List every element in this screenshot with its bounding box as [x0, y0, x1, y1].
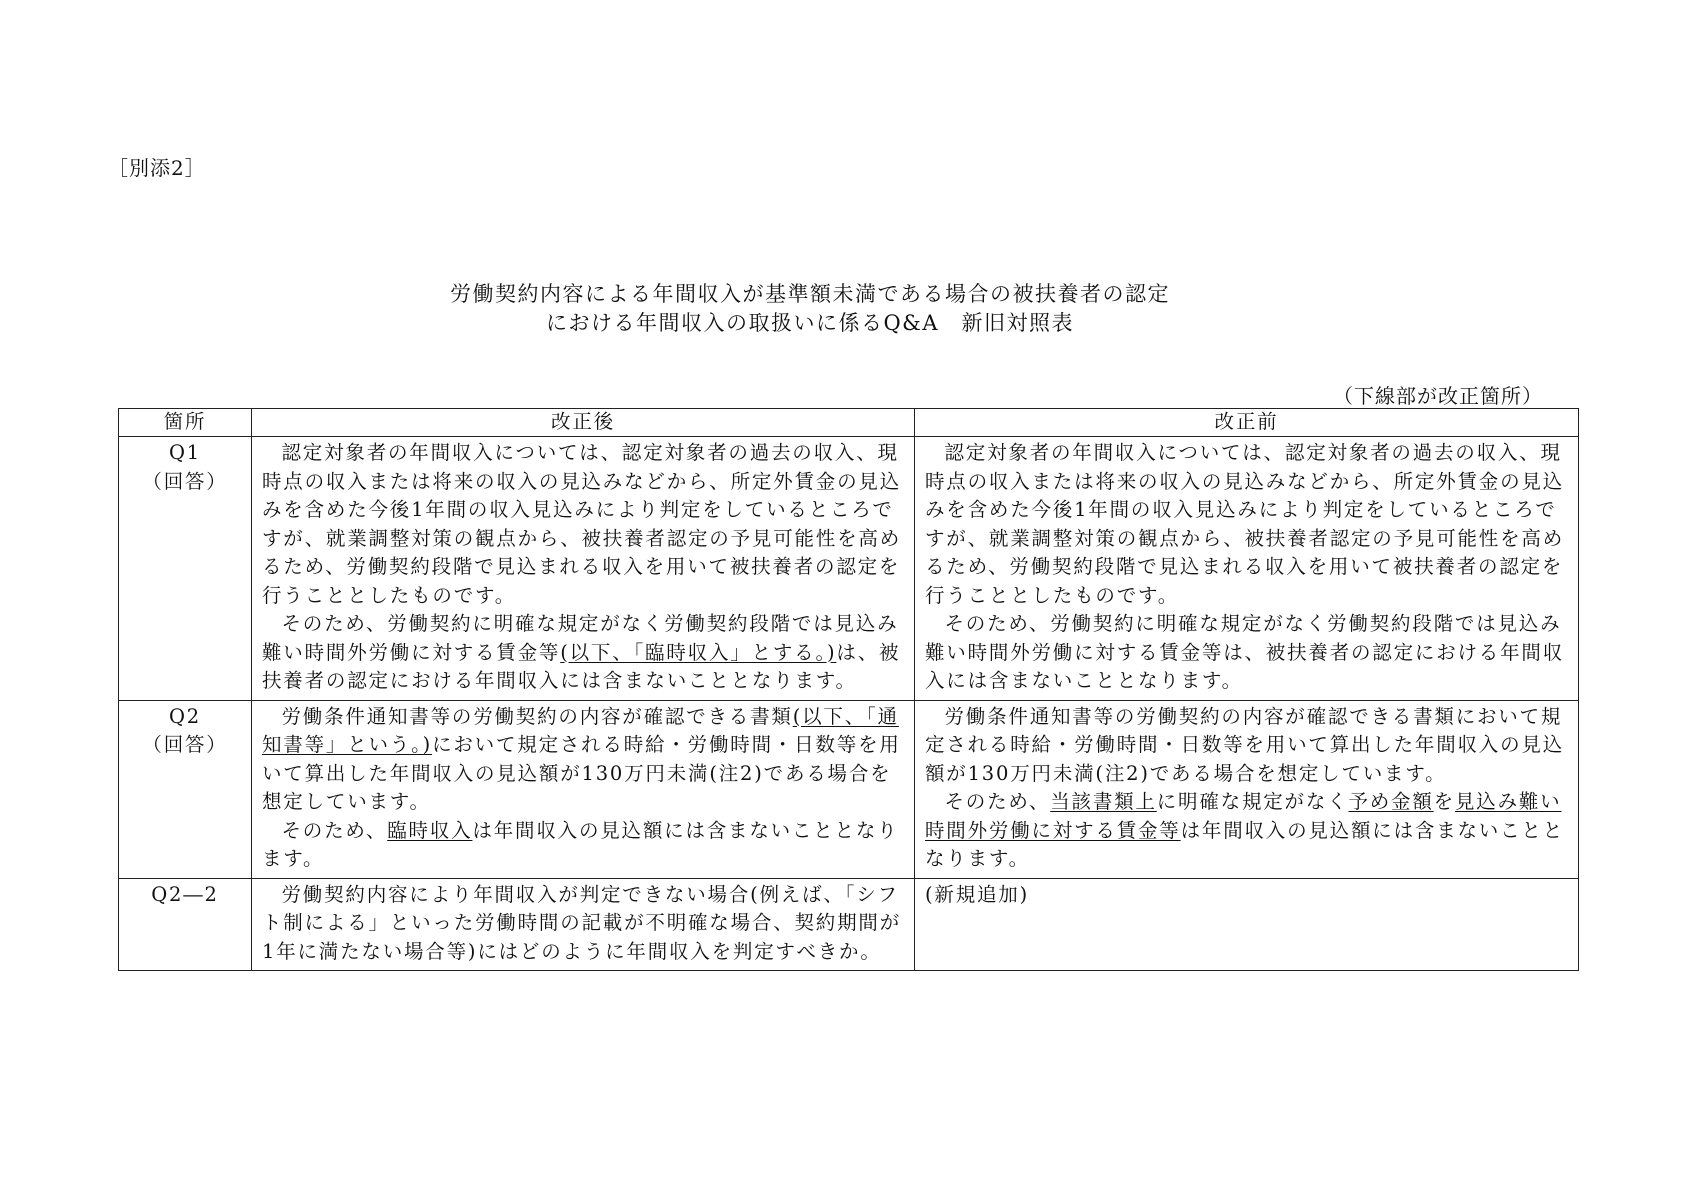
- header-after: 改正後: [252, 409, 915, 437]
- after-cell: [252, 878, 915, 971]
- document-title: [0, 280, 1620, 338]
- title-line-1: 労働契約内容による年間収入が基準額未満である場合の被扶養者の認定: [450, 282, 1170, 306]
- revised-underline: (以下、「臨時収入」とする。): [560, 640, 837, 664]
- paragraph: そのため、労働契約に明確な規定がなく労働契約段階では見込み難い時間外労働に対する賃金等は、被扶養者の認定における年間収入には含まないこととなります。: [925, 612, 1565, 692]
- revised-underline: 臨時収入: [387, 818, 473, 842]
- text-span: は年間収入の見込額には含まないこととなります。: [262, 818, 899, 870]
- table-header-row: [119, 409, 1579, 437]
- paragraph: [262, 817, 904, 874]
- text-span: そのため、: [944, 790, 1051, 813]
- table-row-q1: [119, 437, 1579, 701]
- text-span: を: [1433, 790, 1455, 813]
- question-number: Q2: [169, 704, 201, 728]
- text-span: そのため、: [281, 818, 388, 842]
- question-number: Q2―2: [151, 882, 219, 906]
- before-cell: [915, 700, 1579, 878]
- before-cell: [915, 437, 1579, 701]
- answer-label: （回答）: [142, 733, 228, 756]
- comparison-table: [118, 408, 1579, 971]
- paragraph: 労働条件通知書等の労働契約の内容が確認できる書類において規定される時給・労働時間・日数等を用いて算出した年間収入の見込額が130万円未満(注2)である場合を想定しています。: [925, 704, 1565, 785]
- location-cell: [119, 878, 252, 971]
- text-span: は年間収入の見込額には含まないこととなります。: [925, 818, 1565, 870]
- revised-underline: (以下、「通知書等」という。): [262, 704, 899, 756]
- revised-underline: 当該書類上: [1050, 790, 1157, 813]
- revised-underline: 予め金額: [1348, 790, 1434, 813]
- before-cell: [915, 878, 1579, 971]
- attachment-label: ［別添2］: [108, 156, 206, 180]
- paragraph: [262, 610, 904, 696]
- underline-note: （下線部が改正箇所）: [1333, 384, 1543, 408]
- after-cell: [252, 700, 915, 878]
- title-line-2: における年間収入の取扱いに係るQ&A 新旧対照表: [545, 311, 1075, 335]
- text-span: は、被扶養者の認定における年間収入には含まないこととなります。: [262, 640, 901, 692]
- text-span: に明確な規定がなく: [1156, 790, 1349, 813]
- answer-label: （回答）: [142, 469, 228, 493]
- paragraph: 認定対象者の年間収入については、認定対象者の過去の収入、現時点の収入または将来の収入の見込みなどから、所定外賃金の見込みを含めた今後1年間の収入見込みにより判定をしているところですが、就業調整対策の観点から、被扶養者認定の予見可能性を高めるため、労働契約段階で見込まれる収入を用いて被扶養者の認定を行うこととしたものです。: [262, 441, 902, 607]
- paragraph: [262, 703, 904, 817]
- text-span: そのため、労働契約に明確な規定がなく労働契約段階では見込み難い時間外労働に対する賃金等: [262, 612, 899, 664]
- revised-underline: 見込み難い時間外労働に対する賃金等: [925, 790, 1562, 842]
- paragraph: [925, 788, 1568, 874]
- table-row-q2: [119, 700, 1579, 878]
- text-span: 労働条件通知書等の労働契約の内容が確認できる書類: [281, 704, 793, 728]
- paragraph: 労働契約内容により年間収入が判定できない場合(例えば、「シフト制による」といった労働時間の記載が不明確な場合、契約期間が1年に満たない場合等)にはどのように年間収入を判定すべきか。: [262, 882, 902, 963]
- location-cell: [119, 700, 252, 878]
- question-number: Q1: [169, 441, 201, 464]
- header-location: 箇所: [119, 409, 252, 437]
- table-row-q2-2: [119, 878, 1579, 971]
- header-before: 改正前: [915, 409, 1579, 437]
- after-cell: [252, 437, 915, 701]
- paragraph: 認定対象者の年間収入については、認定対象者の過去の収入、現時点の収入または将来の収入の見込みなどから、所定外賃金の見込みを含めた今後1年間の収入見込みにより判定をしているところですが、就業調整対策の観点から、被扶養者認定の予見可能性を高めるため、労働契約段階で見込まれる収入を用いて被扶養者の認定を行うこととしたものです。: [925, 441, 1565, 607]
- text-span: において規定される時給・労働時間・日数等を用いて算出した年間収入の見込額が130万円未満(注2)である場合を想定しています。: [262, 733, 901, 813]
- location-cell: [119, 437, 252, 701]
- paragraph: (新規追加): [925, 882, 1030, 906]
